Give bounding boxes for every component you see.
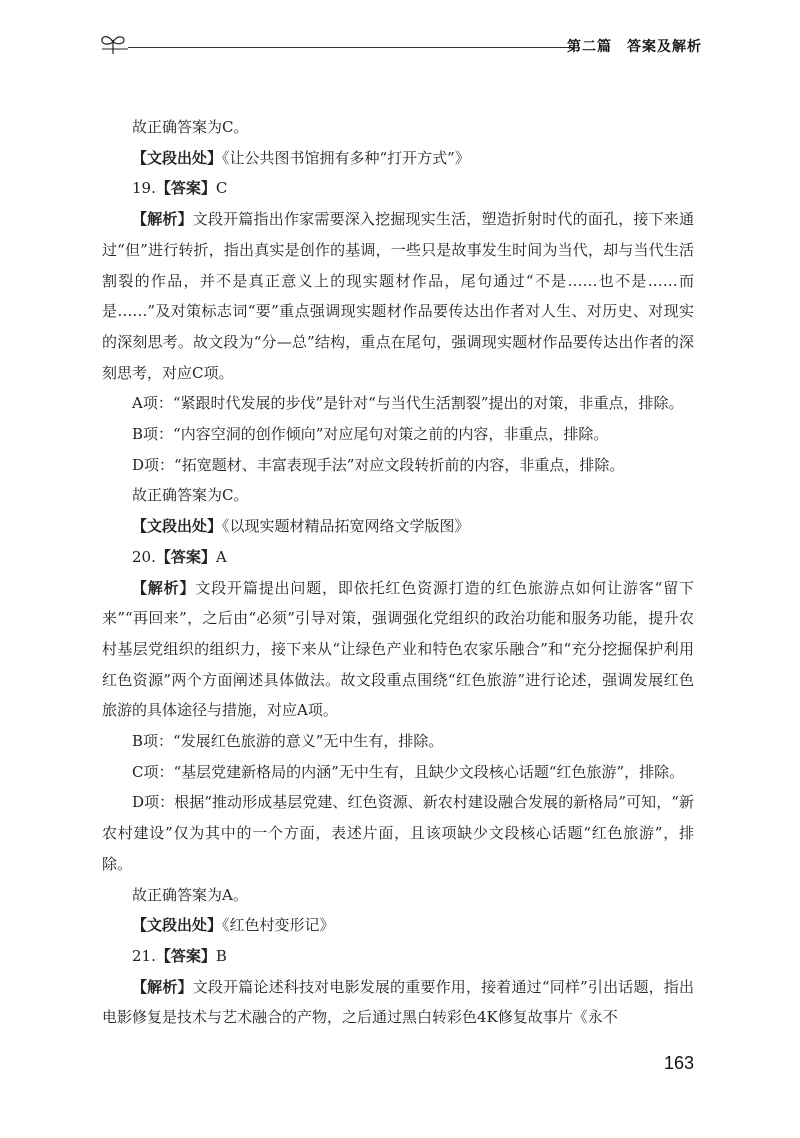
sprout-icon [98, 30, 128, 56]
question-number: 19. [132, 179, 156, 198]
paragraph-text: 《以现实题材精品拓宽网络文学版图》 [222, 517, 470, 536]
paragraph [102, 787, 694, 879]
paragraph-text: 文段开篇提出问题，即依托红色资源打造的红色旅游点如何让游客“留下来”“再回来”，之后由“必须”引导对策，强调强化党组织的政治功能和服务功能，提升农村基层党组织的组织力，接下来从“让绿色产业和特色农家乐融合”和“充分挖掘保护利用红色资源”两个方面阐述具体做法。故文段重点围绕“红色旅游”进行论述，强调发展红色旅游的具体途径与措施，对应A项。 [102, 578, 694, 720]
question-number: 21. [132, 946, 156, 965]
question-number: 20. [132, 547, 156, 566]
paragraph-text: B项：“发展红色旅游的意义”无中生有，排除。 [132, 732, 444, 751]
paragraph [102, 941, 694, 972]
paragraph-text: 《让公共图书馆拥有多种“打开方式”》 [222, 148, 470, 167]
paragraph-text: A项：“紧跟时代发展的步伐”是针对“与当代生活割裂”提出的对策，非重点，排除。 [132, 394, 684, 413]
paragraph [102, 173, 694, 204]
page-number: 163 [663, 1053, 694, 1073]
section-tag: 【答案】 [155, 946, 216, 965]
answer-content [102, 112, 694, 1033]
section-tag: 【解析】 [132, 578, 196, 597]
paragraph-text: B [215, 946, 227, 965]
paragraph-text: C项：“基层党建新格局的内涵”无中生有，且缺少文段核心话题“红色旅游”，排除。 [132, 762, 685, 781]
paragraph-text: A [215, 547, 227, 566]
paragraph-text: 文段开篇论述科技对电影发展的重要作用，接着通过“同样”引出话题，指出电影修复是技术与艺术融合的产物，之后通过黑白转彩色4K修复故事片《永不 [102, 977, 694, 1027]
section-title: 第二篇 答案及解析 [567, 39, 702, 55]
paragraph [102, 972, 694, 1033]
paragraph-text: 文段开篇指出作家需要深入挖掘现实生活，塑造折射时代的面孔，接下来通过“但”进行转折，指出真实是创作的基调，一些只是故事发生时间为当代，却与当代生活割裂的作品，并不是真正意义上的现实题材作品，尾句通过“不是……也不是……而是……”及对策标志词“要”重点强调现实题材作品要传达出作者对人生、对历史、对现实的深刻思考。故文段为“分—总”结构，重点在尾句，强调现实题材作品要传达出作者的深刻思考，对应C项。 [102, 210, 694, 382]
paragraph [102, 143, 694, 174]
header-rule [128, 47, 574, 48]
section-tag: 【文段出处】 [132, 517, 223, 536]
paragraph-text: D项：根据“推动形成基层党建、红色资源、新农村建设融合发展的新格局”可知，“新农村建设”仅为其中的一个方面，表述片面，且该项缺少文段核心话题“红色旅游”，排除。 [102, 793, 694, 873]
paragraph [102, 450, 694, 481]
paragraph-text: 故正确答案为C。 [132, 486, 249, 505]
section-tag: 【答案】 [155, 179, 216, 198]
page-header [98, 28, 702, 68]
section-tag: 【文段出处】 [132, 148, 223, 167]
paragraph [102, 112, 694, 143]
section-tag: 【答案】 [155, 547, 216, 566]
paragraph [102, 480, 694, 511]
paragraph [102, 388, 694, 419]
paragraph [102, 204, 694, 388]
paragraph [102, 880, 694, 911]
paragraph-text: D项：“拓宽题材、丰富表现手法”对应文段转折前的内容，非重点，排除。 [132, 455, 625, 474]
paragraph [102, 910, 694, 941]
paragraph [102, 726, 694, 757]
paragraph-text: 故正确答案为A。 [132, 885, 248, 904]
paragraph [102, 419, 694, 450]
section-tag: 【解析】 [132, 977, 193, 996]
paragraph [102, 757, 694, 788]
section-tag: 【解析】 [132, 210, 193, 229]
paragraph-text: 《红色村变形记》 [222, 916, 335, 935]
paragraph-text: B项：“内容空洞的创作倾向”对应尾句对策之前的内容，非重点，排除。 [132, 425, 609, 444]
paragraph [102, 542, 694, 573]
paragraph-text: 故正确答案为C。 [132, 118, 249, 136]
section-tag: 【文段出处】 [132, 916, 223, 935]
paragraph [102, 573, 694, 727]
paragraph [102, 511, 694, 542]
paragraph-text: C [215, 179, 228, 198]
